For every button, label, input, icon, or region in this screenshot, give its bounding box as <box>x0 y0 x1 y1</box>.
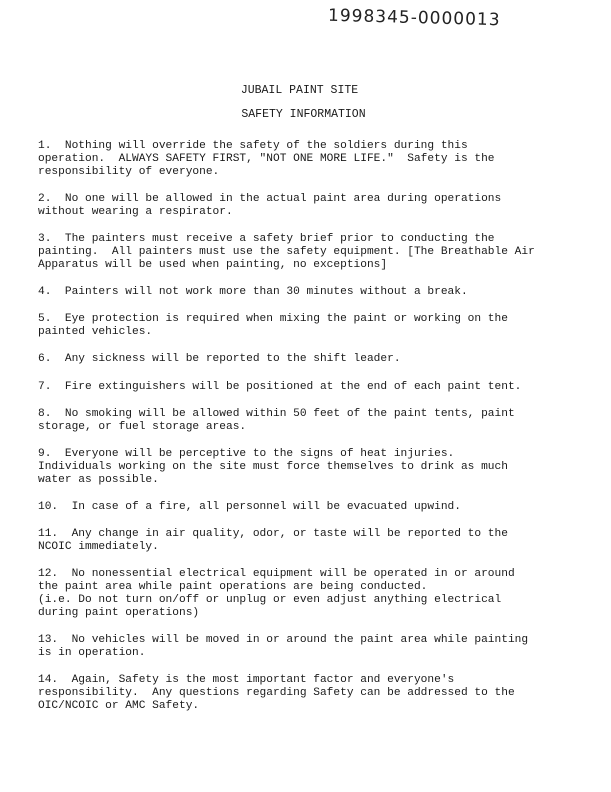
safety-rule-4: 4. Painters will not work more than 30 minutes without a break. <box>38 285 468 298</box>
safety-rule-5: 5. Eye protection is required when mixing the paint or working on the painted vehicles. <box>38 313 508 338</box>
safety-rule-7: 7. Fire extinguishers will be positioned at the end of each paint tent. <box>38 380 522 393</box>
safety-rule-10: 10. In case of a fire, all personnel will be evacuated upwind. <box>38 500 461 513</box>
safety-rule-9: 9. Everyone will be perceptive to the signs of heat injuries. Individuals working on the site must force themselves to drink as much water as possible. <box>38 447 508 486</box>
safety-rule-11: 11. Any change in air quality, odor, or taste will be reported to the NCOIC immediately. <box>38 528 508 553</box>
safety-rule-1: 1. Nothing will override the safety of the soldiers during this operation. ALWAYS SAFETY FIRST, "NOT ONE MORE LIFE." Safety is the responsibility of everyone. <box>38 140 495 178</box>
safety-rule-8: 8. No smoking will be allowed within 50 feet of the paint tents, paint storage, or fuel storage areas. <box>38 407 515 433</box>
document-title: JUBAIL PAINT SITE <box>240 84 359 97</box>
safety-rules-list <box>38 140 583 727</box>
safety-rule-3: 3. The painters must receive a safety brief prior to conducting the painting. All painters must use the safety equipment. [The Breathable Air Apparatus will be used when painting, no exceptions] <box>38 232 535 271</box>
safety-rule-14: 14. Again, Safety is the most important factor and everyone's responsibility. Any questions regarding Safety can be addressed to the OIC/NCOIC or AMC Safety. <box>38 674 515 712</box>
safety-rule-2: 2. No one will be allowed in the actual paint area during operations without wearing a respirator. <box>38 192 502 218</box>
safety-rule-6: 6. Any sickness will be reported to the shift leader. <box>38 353 401 366</box>
document-subtitle: SAFETY INFORMATION <box>241 108 366 121</box>
safety-rule-12: 12. No nonessential electrical equipment will be operated in or around the paint area while paint operations are being conducted. (i.e. Do not turn on/off or unplug or even adjust anything electrical during paint operations) <box>38 568 515 619</box>
safety-rule-13: 13. No vehicles will be moved in or around the paint area while painting is in operation. <box>38 633 529 659</box>
document-stamp-id: 1998345-0000013 <box>327 5 501 31</box>
